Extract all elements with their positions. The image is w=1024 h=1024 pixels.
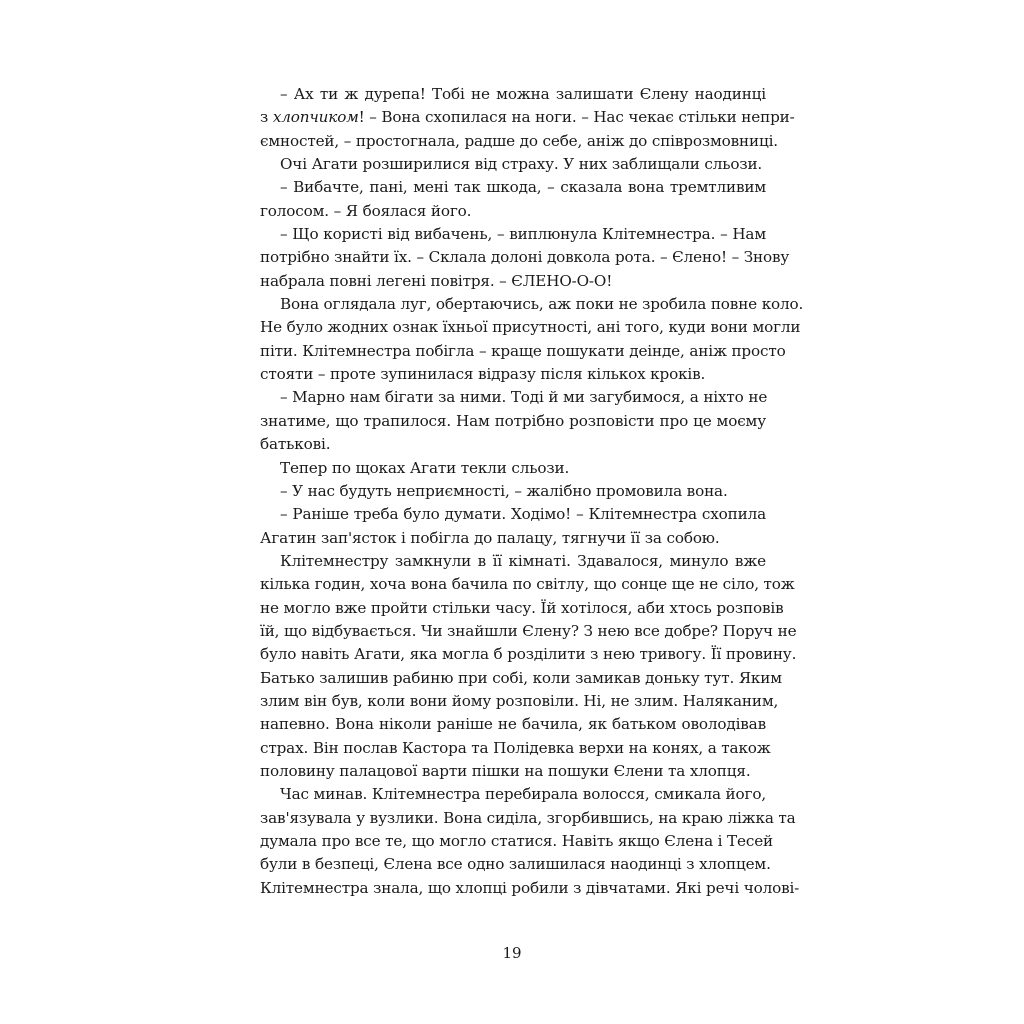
text-line: було навіть Агати, яка могла б розділити з нею тривогу. Її провину. bbox=[260, 645, 797, 664]
text-line: половину палацової варти пішки на пошуки Єлени та хлопця. bbox=[260, 761, 751, 780]
text-line: стояти – проте зупинилася відразу після кількох кроків. bbox=[260, 365, 706, 384]
text-line: зав'язувала у вузлики. Вона сиділа, згорбившись, на краю ліжка та bbox=[260, 808, 796, 827]
text-line: Час минав. Клітемнестра перебирала волосся, смикала його, bbox=[280, 785, 766, 804]
text-line: ємностей, – простогнала, радше до себе, аніж до співрозмовниці. bbox=[260, 131, 778, 150]
text-line: піти. Клітемнестра побігла – краще пошукати деінде, аніж просто bbox=[260, 341, 786, 360]
text-line: – Ах ти ж дурепа! Тобі не можна залишати Єлену наодинці bbox=[280, 85, 766, 103]
text-line: Клітемнестру замкнули в її кімнаті. Здавалося, минуло вже bbox=[280, 551, 766, 570]
text-line: знатиме, що трапилося. Нам потрібно розповісти про це моєму bbox=[260, 411, 766, 430]
text-line: – У нас будуть неприємності, – жалібно промовила вона. bbox=[280, 481, 728, 500]
text-line: – Марно нам бігати за ними. Тоді й ми загубимося, а ніхто не bbox=[280, 388, 768, 407]
text-line: Тепер по щоках Агати текли сльози. bbox=[280, 458, 570, 477]
text-line bbox=[260, 106, 795, 129]
text-line: страх. Він послав Кастора та Полідевка верхи на конях, а також bbox=[260, 738, 771, 757]
text-line: – Що користі від вибачень, – виплюнула Клітемнестра. – Нам bbox=[280, 225, 766, 244]
text-line: думала про все те, що могло статися. Навіть якщо Єлена і Тесей bbox=[260, 832, 774, 850]
text-line: Клітемнестра знала, що хлопці робили з дівчатами. Які речі чолові- bbox=[260, 878, 800, 897]
text-line: батькові. bbox=[260, 435, 331, 454]
text-line: злим він був, коли вони йому розповіли. Ні, не злим. Наляканим, bbox=[260, 691, 779, 710]
italic-word: хлопчиком bbox=[272, 108, 359, 127]
text-line: кілька годин, хоча вона бачила по світлу, що сонце ще не сіло, тож bbox=[260, 575, 795, 594]
text-line: їй, що відбувається. Чи знайшли Єлену? З нею все добре? Поруч не bbox=[260, 621, 797, 640]
text-line: набрала повні легені повітря. – ЄЛЕНО-О-О! bbox=[260, 271, 613, 290]
text-line: Очі Агати розширилися від страху. У них заблищали сльози. bbox=[280, 155, 763, 174]
text-line: Вона оглядала луг, обертаючись, аж поки не зробила повне коло. bbox=[280, 295, 804, 314]
page-number: 19 bbox=[502, 944, 522, 962]
text-line: – Раніше треба було думати. Ходімо! – Клітемнестра схопила bbox=[280, 505, 766, 524]
text-line: були в безпеці, Єлена все одно залишилася наодинці з хлопцем. bbox=[260, 855, 771, 874]
page-body bbox=[260, 83, 804, 900]
text-fragment: ! – Вона схопилася на ноги. – Нас чекає стільки непри- bbox=[358, 108, 795, 127]
text-line: не могло вже пройти стільки часу. Їй хотілося, аби хтось розповів bbox=[260, 598, 784, 617]
text-line: Агатин зап'ясток і побігла до палацу, тягнучи її за собою. bbox=[260, 528, 720, 547]
text-fragment: з bbox=[260, 108, 273, 127]
text-line: голосом. – Я боялася його. bbox=[260, 201, 472, 220]
text-line: Батько залишив рабиню при собі, коли замикав доньку тут. Яким bbox=[260, 668, 782, 687]
text-line: Не було жодних ознак їхньої присутності, ані того, куди вони могли bbox=[260, 318, 801, 337]
text-line: потрібно знайти їх. – Склала долоні довкола рота. – Єлено! – Знову bbox=[260, 248, 790, 267]
text-line: напевно. Вона ніколи раніше не бачила, як батьком оволодівав bbox=[260, 715, 766, 734]
text-line: – Вибачте, пані, мені так шкода, – сказала вона тремтливим bbox=[280, 178, 766, 197]
